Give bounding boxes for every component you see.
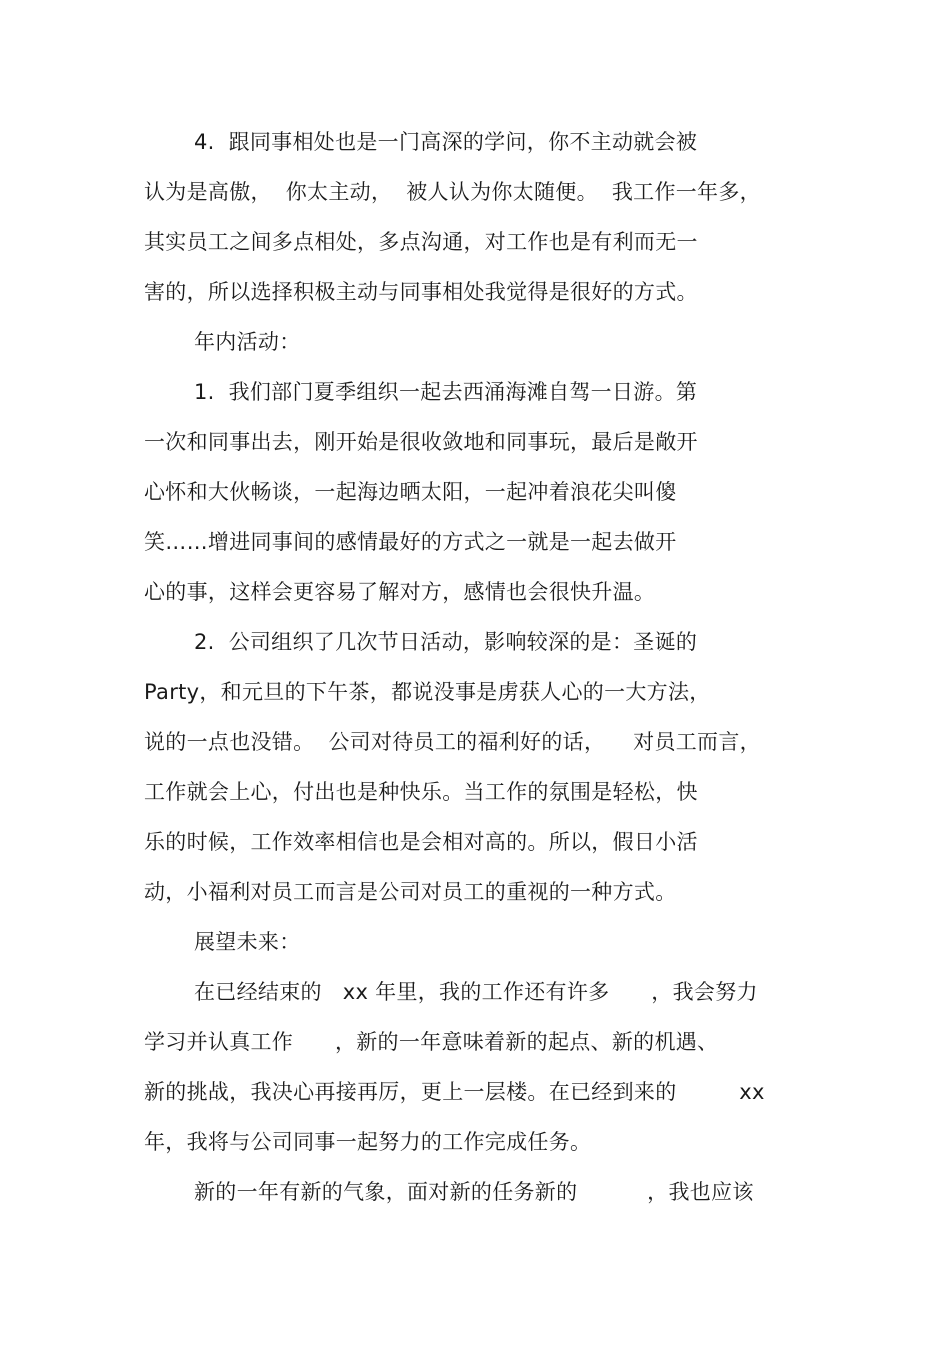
- paragraph-line: 笑……增进同事间的感情最好的方式之一就是一起去做开: [144, 530, 677, 554]
- paragraph-line: 心怀和大伙畅谈，一起海边晒太阳，一起冲着浪花尖叫傻: [144, 480, 677, 504]
- section-heading: 年内活动：: [194, 330, 301, 354]
- paragraph-line: 工作就会上心，付出也是种快乐。当工作的氛围是轻松，快: [144, 780, 698, 804]
- paragraph-line: 说的一点也没错。 公司对待员工的福利好的话， 对员工而言，: [144, 730, 761, 754]
- paragraph-line: 年，我将与公司同事一起努力的工作完成任务。: [144, 1130, 592, 1154]
- paragraph-line: 4. 跟同事相处也是一门高深的学问，你不主动就会被: [194, 130, 698, 154]
- paragraph-line: 认为是高傲， 你太主动， 被人认为你太随便。 我工作一年多，: [144, 180, 761, 204]
- paragraph-line: 1. 我们部门夏季组织一起去西涌海滩自驾一日游。第: [194, 380, 698, 404]
- paragraph-line: 2. 公司组织了几次节日活动，影响较深的是：圣诞的: [194, 630, 698, 654]
- paragraph-line: Party，和元旦的下午茶，都说没事是虏获人心的一大方法，: [144, 680, 711, 704]
- paragraph-line: 心的事，这样会更容易了解对方，感情也会很快升温。: [144, 580, 656, 604]
- paragraph-line: 学习并认真工作 ，新的一年意味着新的起点、新的机遇、: [144, 1030, 719, 1054]
- paragraph-line: 一次和同事出去，刚开始是很收敛地和同事玩，最后是敞开: [144, 430, 698, 454]
- section-heading: 展望未来：: [194, 930, 301, 954]
- paragraph-line: 乐的时候，工作效率相信也是会相对高的。所以，假日小活: [144, 830, 698, 854]
- paragraph-line: 其实员工之间多点相处，多点沟通，对工作也是有利而无一: [144, 230, 698, 254]
- paragraph-line: 新的一年有新的气象，面对新的任务新的 ，我也应该: [194, 1180, 754, 1204]
- paragraph-line: 在已经结束的 xx 年里，我的工作还有许多 ，我会努力: [194, 980, 758, 1004]
- paragraph-line: 害的，所以选择积极主动与同事相处我觉得是很好的方式。: [144, 280, 698, 304]
- paragraph-line: 动，小福利对员工而言是公司对员工的重视的一种方式。: [144, 880, 677, 904]
- paragraph-line: 新的挑战，我决心再接再厉，更上一层楼。在已经到来的 xx: [144, 1080, 765, 1104]
